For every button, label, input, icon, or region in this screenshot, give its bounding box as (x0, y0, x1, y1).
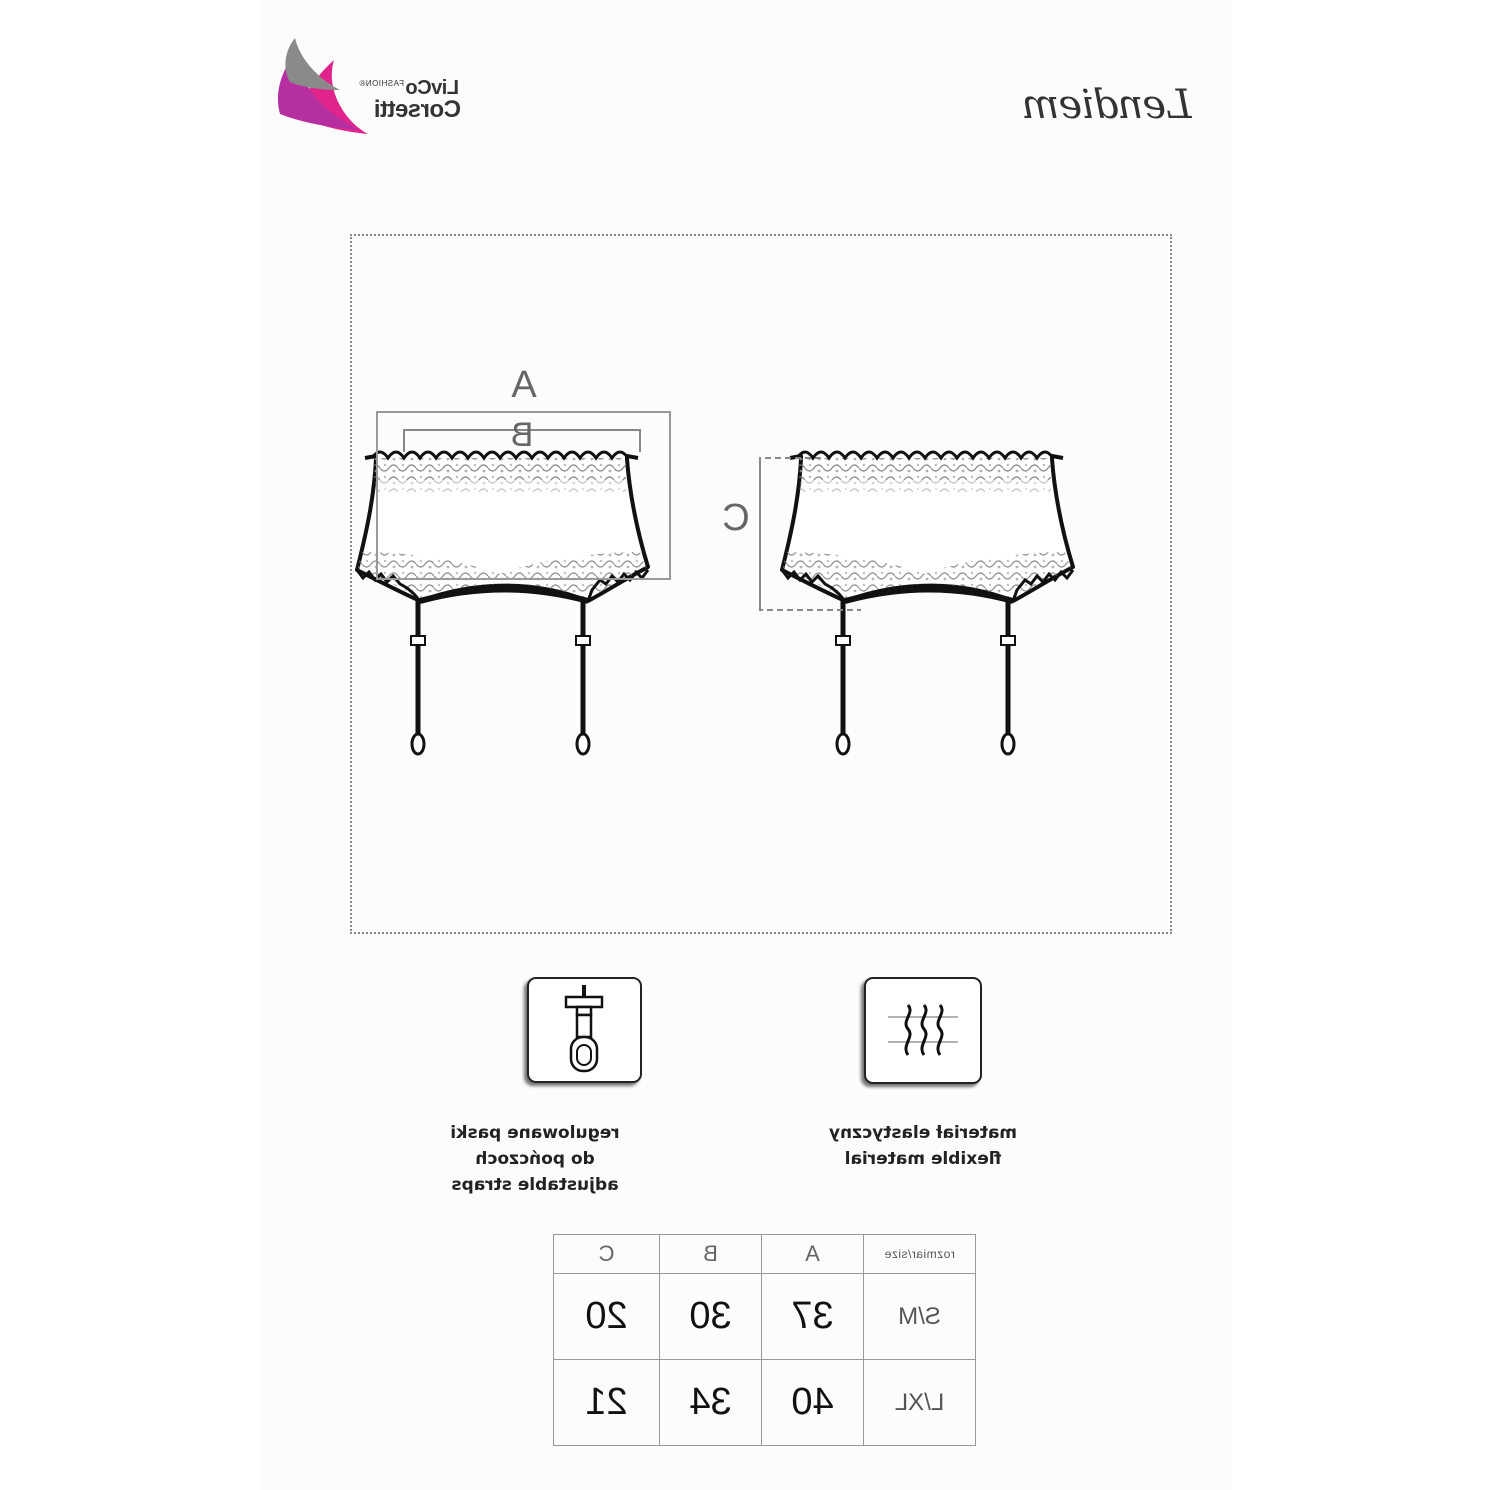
table-row (554, 1360, 976, 1446)
wing-icon (265, 30, 370, 140)
header-c: C (554, 1235, 660, 1274)
garter-strap-right (836, 601, 850, 754)
header-b: B (660, 1235, 762, 1274)
feature-line: adjustable straps (451, 1175, 619, 1195)
size-value: S/M (864, 1274, 976, 1360)
garter-clip-icon-box (527, 977, 642, 1083)
feature-line: do pończoch (475, 1149, 595, 1169)
feature-adjustable-straps (370, 1120, 700, 1198)
feature-flexible-material (786, 1120, 1060, 1172)
stretch-waves-icon-box (864, 977, 982, 1084)
label-c: C (722, 497, 750, 539)
feature-line: flexible material (844, 1149, 1002, 1169)
a-value: 40 (762, 1360, 864, 1446)
feature-line: regulowane paski (450, 1123, 620, 1143)
garter-clip-icon (529, 979, 640, 1081)
garter-belt-drawings (350, 234, 1172, 934)
size-value: L/XL (864, 1360, 976, 1446)
brand-name-line2: Corsetti (374, 96, 461, 123)
label-b: B (510, 416, 534, 454)
brand-logo (265, 30, 465, 145)
header-size: rozmiar/size (864, 1235, 976, 1274)
garter-strap-left (1001, 601, 1015, 754)
a-value: 37 (762, 1274, 864, 1360)
garter-strap-left (576, 601, 590, 754)
b-value: 34 (660, 1360, 762, 1446)
product-name: Lendiem (1022, 82, 1192, 128)
stretch-waves-icon (866, 979, 980, 1082)
b-value: 30 (660, 1274, 762, 1360)
dimension-b (404, 416, 640, 454)
c-value: 21 (554, 1360, 660, 1446)
table-header-row (554, 1235, 976, 1274)
label-a: A (511, 364, 537, 406)
table-row (554, 1274, 976, 1360)
size-table (553, 1234, 976, 1446)
c-value: 20 (554, 1274, 660, 1360)
feature-line: materiał elastyczny (828, 1123, 1018, 1143)
brand-name-line1: LivCo$^{FASHION®}$ (358, 77, 459, 99)
header-a: A (762, 1235, 864, 1274)
garter-belt-back-view (357, 452, 648, 754)
garter-belt-front-view (782, 452, 1073, 754)
garter-strap-right (411, 601, 425, 754)
